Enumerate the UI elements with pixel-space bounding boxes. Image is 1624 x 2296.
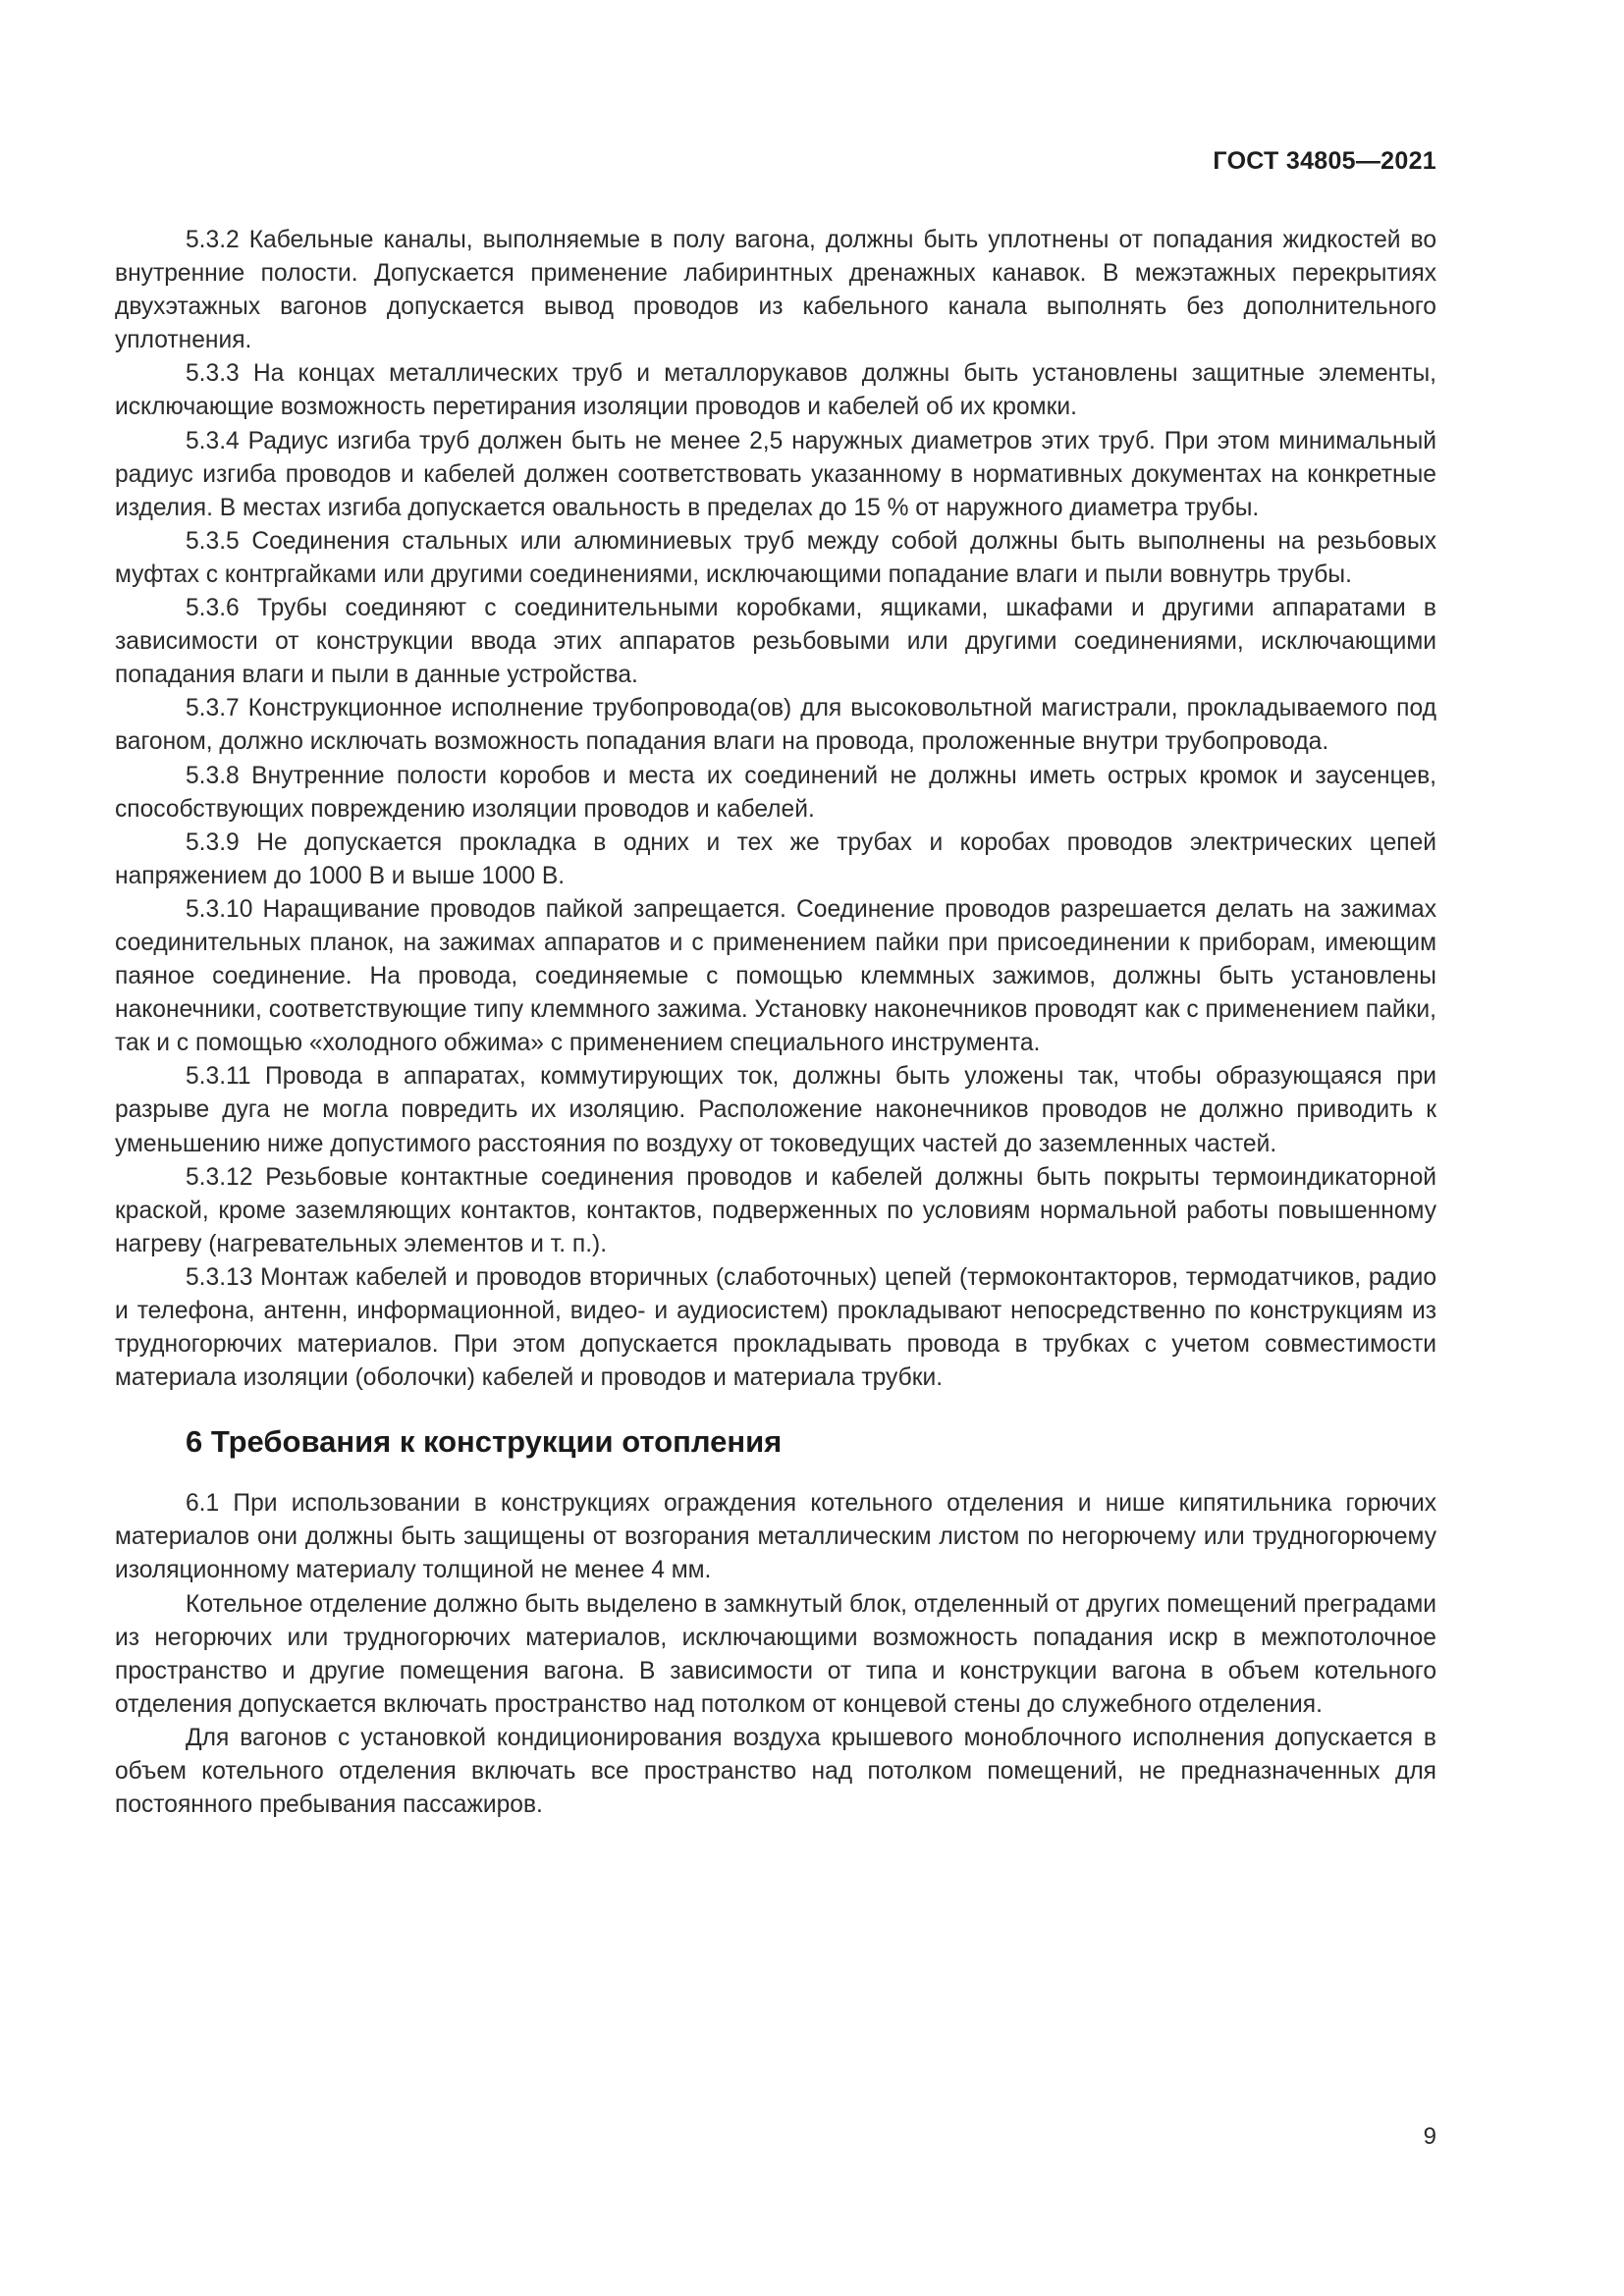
section-6-heading: 6 Требования к конструкции отопления xyxy=(186,1424,783,1460)
paragraph-6-1-boiler-compartment: Котельное отделение должно быть выделено в замкнутый блок, отделенный от других помещений преградами из негорючих или трудногорючих материалов, исключающими возможность попадания искр в межпотолочное пространство и другие помещения вагона. В зависимости от типа и конструкции вагона в объем котельного отделения допускается включать пространство над потолком от концевой стены до служебного отделения. xyxy=(115,1590,1436,1718)
paragraph-6-1-air-conditioning: Для вагонов с установкой кондиционирования воздуха крышевого моноблочного исполнения допускается в объем котельного отделения включать все пространство над потолком помещений, не предназначенных для постоянного пребывания пассажиров. xyxy=(115,1724,1436,1819)
page-body xyxy=(115,224,1436,1822)
paragraph-5-3-6: 5.3.6 Трубы соединяют с соединительными коробками, ящиками, шкафами и другими аппаратами в зависимости от конструкции ввода этих аппаратов резьбовыми или другими соединениями, исключающими попадания влаги и пыли в данные устройства. xyxy=(115,595,1436,689)
paragraph-5-3-4: 5.3.4 Радиус изгиба труб должен быть не менее 2,5 наружных диаметров этих труб. При этом минимальный радиус изгиба проводов и кабелей должен соответствовать указанному в нормативных документах на конкретные изделия. В местах изгиба допускается овальность в пределах до 15 % от наружного диаметра трубы. xyxy=(115,427,1436,521)
paragraph-5-3-7: 5.3.7 Конструкционное исполнение трубопровода(ов) для высоковольтной магистрали, прокладываемого под вагоном, должно исключать возможность попадания влаги на провода, проложенные внутри трубопровода. xyxy=(115,695,1436,756)
paragraph-5-3-13: 5.3.13 Монтаж кабелей и проводов вторичных (слаботочных) цепей (термоконтакторов, термодатчиков, радио и телефона, антенн, информационной, видео- и аудиосистем) прокладывают непосредственно по конструкциям из трудногорючих материалов. При этом допускается прокладывать провода в трубках с учетом совместимости материала изоляции (оболочки) кабелей и проводов и материала трубки. xyxy=(115,1263,1436,1392)
document-code: ГОСТ 34805—2021 xyxy=(1213,147,1436,175)
page-number: 9 xyxy=(1423,2123,1436,2150)
paragraph-5-3-12: 5.3.12 Резьбовые контактные соединения проводов и кабелей должны быть покрыты термоиндикаторной краской, кроме заземляющих контактов, контактов, подверженных по условиям нормальной работы повышенному нагреву (нагревательных элементов и т. п.). xyxy=(115,1163,1436,1257)
paragraph-5-3-5: 5.3.5 Соединения стальных или алюминиевых труб между собой должны быть выполнены на резьбовых муфтах с контргайками или другими соединениями, исключающими попадание влаги и пыли вовнутрь трубы. xyxy=(115,527,1436,588)
paragraph-5-3-2: 5.3.2 Кабельные каналы, выполняемые в полу вагона, должны быть уплотнены от попадания жидкостей во внутренние полости. Допускается применение лабиринтных дренажных канавок. В межэтажных перекрытиях двухэтажных вагонов допускается вывод проводов из кабельного канала выполнять без дополнительного уплотнения. xyxy=(115,227,1436,354)
paragraph-5-3-3: 5.3.3 На концах металлических труб и металлорукавов должны быть установлены защитные элементы, исключающие возможность перетирания изоляции проводов и кабелей об их кромки. xyxy=(115,360,1436,421)
paragraph-5-3-11: 5.3.11 Провода в аппаратах, коммутирующих ток, должны быть уложены так, чтобы образующаяся при разрыве дуга не могла повредить их изоляцию. Расположение наконечников проводов не должно приводить к уменьшению ниже допустимого расстояния по воздуху от токоведущих частей до заземленных частей. xyxy=(115,1063,1436,1157)
paragraph-5-3-10: 5.3.10 Наращивание проводов пайкой запрещается. Соединение проводов разрешается делать на зажимах соединительных планок, на зажимах аппаратов и с применением пайки при присоединении к приборам, имеющим паяное соединение. На провода, соединяемые с помощью клеммных зажимов, должны быть установлены наконечники, соответствующие типу клеммного зажима. Установку наконечников проводят как с применением пайки, так и с помощью «холодного обжима» с применением специального инструмента. xyxy=(115,895,1436,1057)
paragraph-5-3-8: 5.3.8 Внутренние полости коробов и места их соединений не должны иметь острых кромок и заусенцев, способствующих повреждению изоляции проводов и кабелей. xyxy=(115,762,1436,823)
paragraph-5-3-9: 5.3.9 Не допускается прокладка в одних и тех же трубах и коробах проводов электрических цепей напряжением до 1000 В и выше 1000 В. xyxy=(115,828,1436,889)
paragraph-6-1: 6.1 При использовании в конструкциях ограждения котельного отделения и нише кипятильника горючих материалов они должны быть защищены от возгорания металлическим листом по негорючему или трудногорючему изоляционному материалу толщиной не менее 4 мм. xyxy=(115,1490,1436,1584)
